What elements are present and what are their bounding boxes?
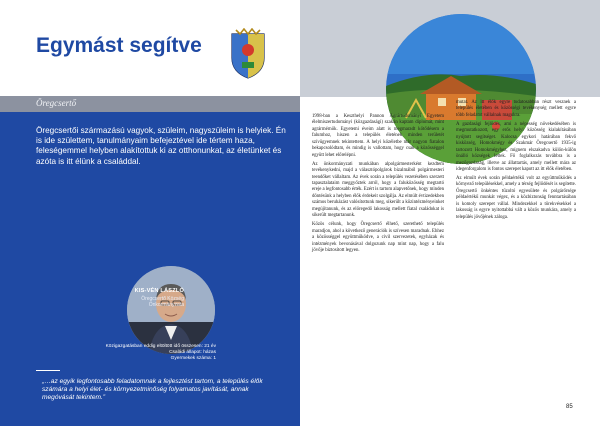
facts-block: [36, 344, 216, 363]
quote-divider: [36, 370, 60, 371]
page-number: 85: [566, 404, 573, 410]
fact-marital-status: Családi állapot: házas: [169, 350, 216, 356]
person-role: [100, 296, 184, 308]
coat-of-arms-icon: [228, 28, 268, 80]
article-column-left: [312, 114, 444, 257]
column-paragraph: Közös célunk, hogy Öregcsertő élhető, szerethető település maradjon, ahol a következő generációk is szívesen maradnak. Ehhez a közösséggel együttműködve, a civil szervezetek, egyházak és intézmények bevonásával dolgozunk nap mint nap, hogy a falu jövője biztosított legyen.: [312, 222, 444, 254]
column-paragraph: 1998-ban a Keszthelyi Pannon Agrártudományi Egyetem élelmiszertudományi (közgazdasági) szakán kaptam diplomát, mint agrármérnök. Egyetemi éveim alatt is megmaradt kötődésem a falumhoz, hiszen a település életének minden területét szívügyemnek tekintettem. A helyi közéletbe már nagyon fiatalon bekapcsolódtam, és mindig is vallottam, hogy csak a közösséggel együtt lehet előrelépni.: [312, 114, 444, 158]
person-role-line1: Öregcsertő Község: [141, 296, 184, 302]
article-column-right: [456, 100, 576, 224]
column-paragraph: Az önkormányzati munkában alpolgármesterként kezdtem tevékenykedni, majd a választópolgárok bizalmából polgármesteri teendőket vállaltam. Az évek során a település vezetésében szerzett tapasztalataim meggyőztek arról, hogy a faluközösség megtartó ereje a legfontosabb érték. Ezért is tartom alapvetőnek, hogy minden döntésünk a helyben élők érdekeit szolgálja. Az elmúlt évtizedekben számos beruházást valósítottunk meg, sikerült a közintézményeinket megújítanunk, és az elöregedő lakosság mellett fiatal családokat is sikerült megtartanunk.: [312, 161, 444, 219]
column-paragraph: Az elmúlt évek során példaértékű volt az együttműködés a környező településekkel, amely a térség fejlődését is segítette. Öregcsertő önkéntes tűzoltó egyesülete és polgárőrsége példaértékű munkát végez, és a közbiztonság fenntartásában is komoly szerepet vállal. Mindezekkel a törekvésekkel a lakosság is egyre nyitottabbá vált a közös munkára, amely a település jövőjének záloga.: [456, 175, 576, 220]
person-name: KIS-VÉN LÁSZLÓ: [134, 288, 184, 294]
portrait-photo: [127, 266, 215, 354]
section-label: Öregcsertő: [36, 98, 77, 108]
column-paragraph: A gazdasági fejlődés, ami a népesség növekedésében is megmutatkozott, egy erős helyi közösség kialakításában nyújtott segítséget. Kalocsa egykori határában fekvő kisközség, Homokmégy és Szakmár Öregcsertő 1935-ig tartozott Homokmégyhez, mígnem elszakadva külön-külön önálló községek lettek. Fő foglalkozás továbbra is a mezőgazdaság, illetve az állattartás, amely mellett mára az idegenforgalom is fontos szerepet kapott az itt élők életében.: [456, 121, 576, 173]
person-role-line2: Önkormányzata: [148, 302, 184, 308]
fact-years-in-service: Közigazgatásban eddig eltöltött idő összesen: 21 év: [105, 344, 216, 349]
page-title: Egymást segítve: [36, 34, 202, 57]
intro-paragraph: Öregcsertői származású vagyok, szüleim, nagyszüleim is helyiek. Én is ide születtem, tanulmányaim befejeztével ide tértem haza, feleségemmel helyben alakítottuk ki az otthonunkat, az életünket és azóta is itt élünk a családdal.: [36, 126, 286, 166]
column-paragraph: mutat. Az itt élők egyre tudatosabban részt vesznek a település életében és közösségi tevékenység mellett egyre több feladatot vállalnak magukra.: [456, 100, 576, 118]
pull-quote: „…az egyik legfontosabb feladatomnak a fejlesztést tartom, a település élők számára a helyi élet- és környezetminőség folyamatos javítását, annak megóvását tekintem.”: [42, 378, 263, 401]
fact-children: Gyermekek száma: 1: [170, 356, 216, 362]
